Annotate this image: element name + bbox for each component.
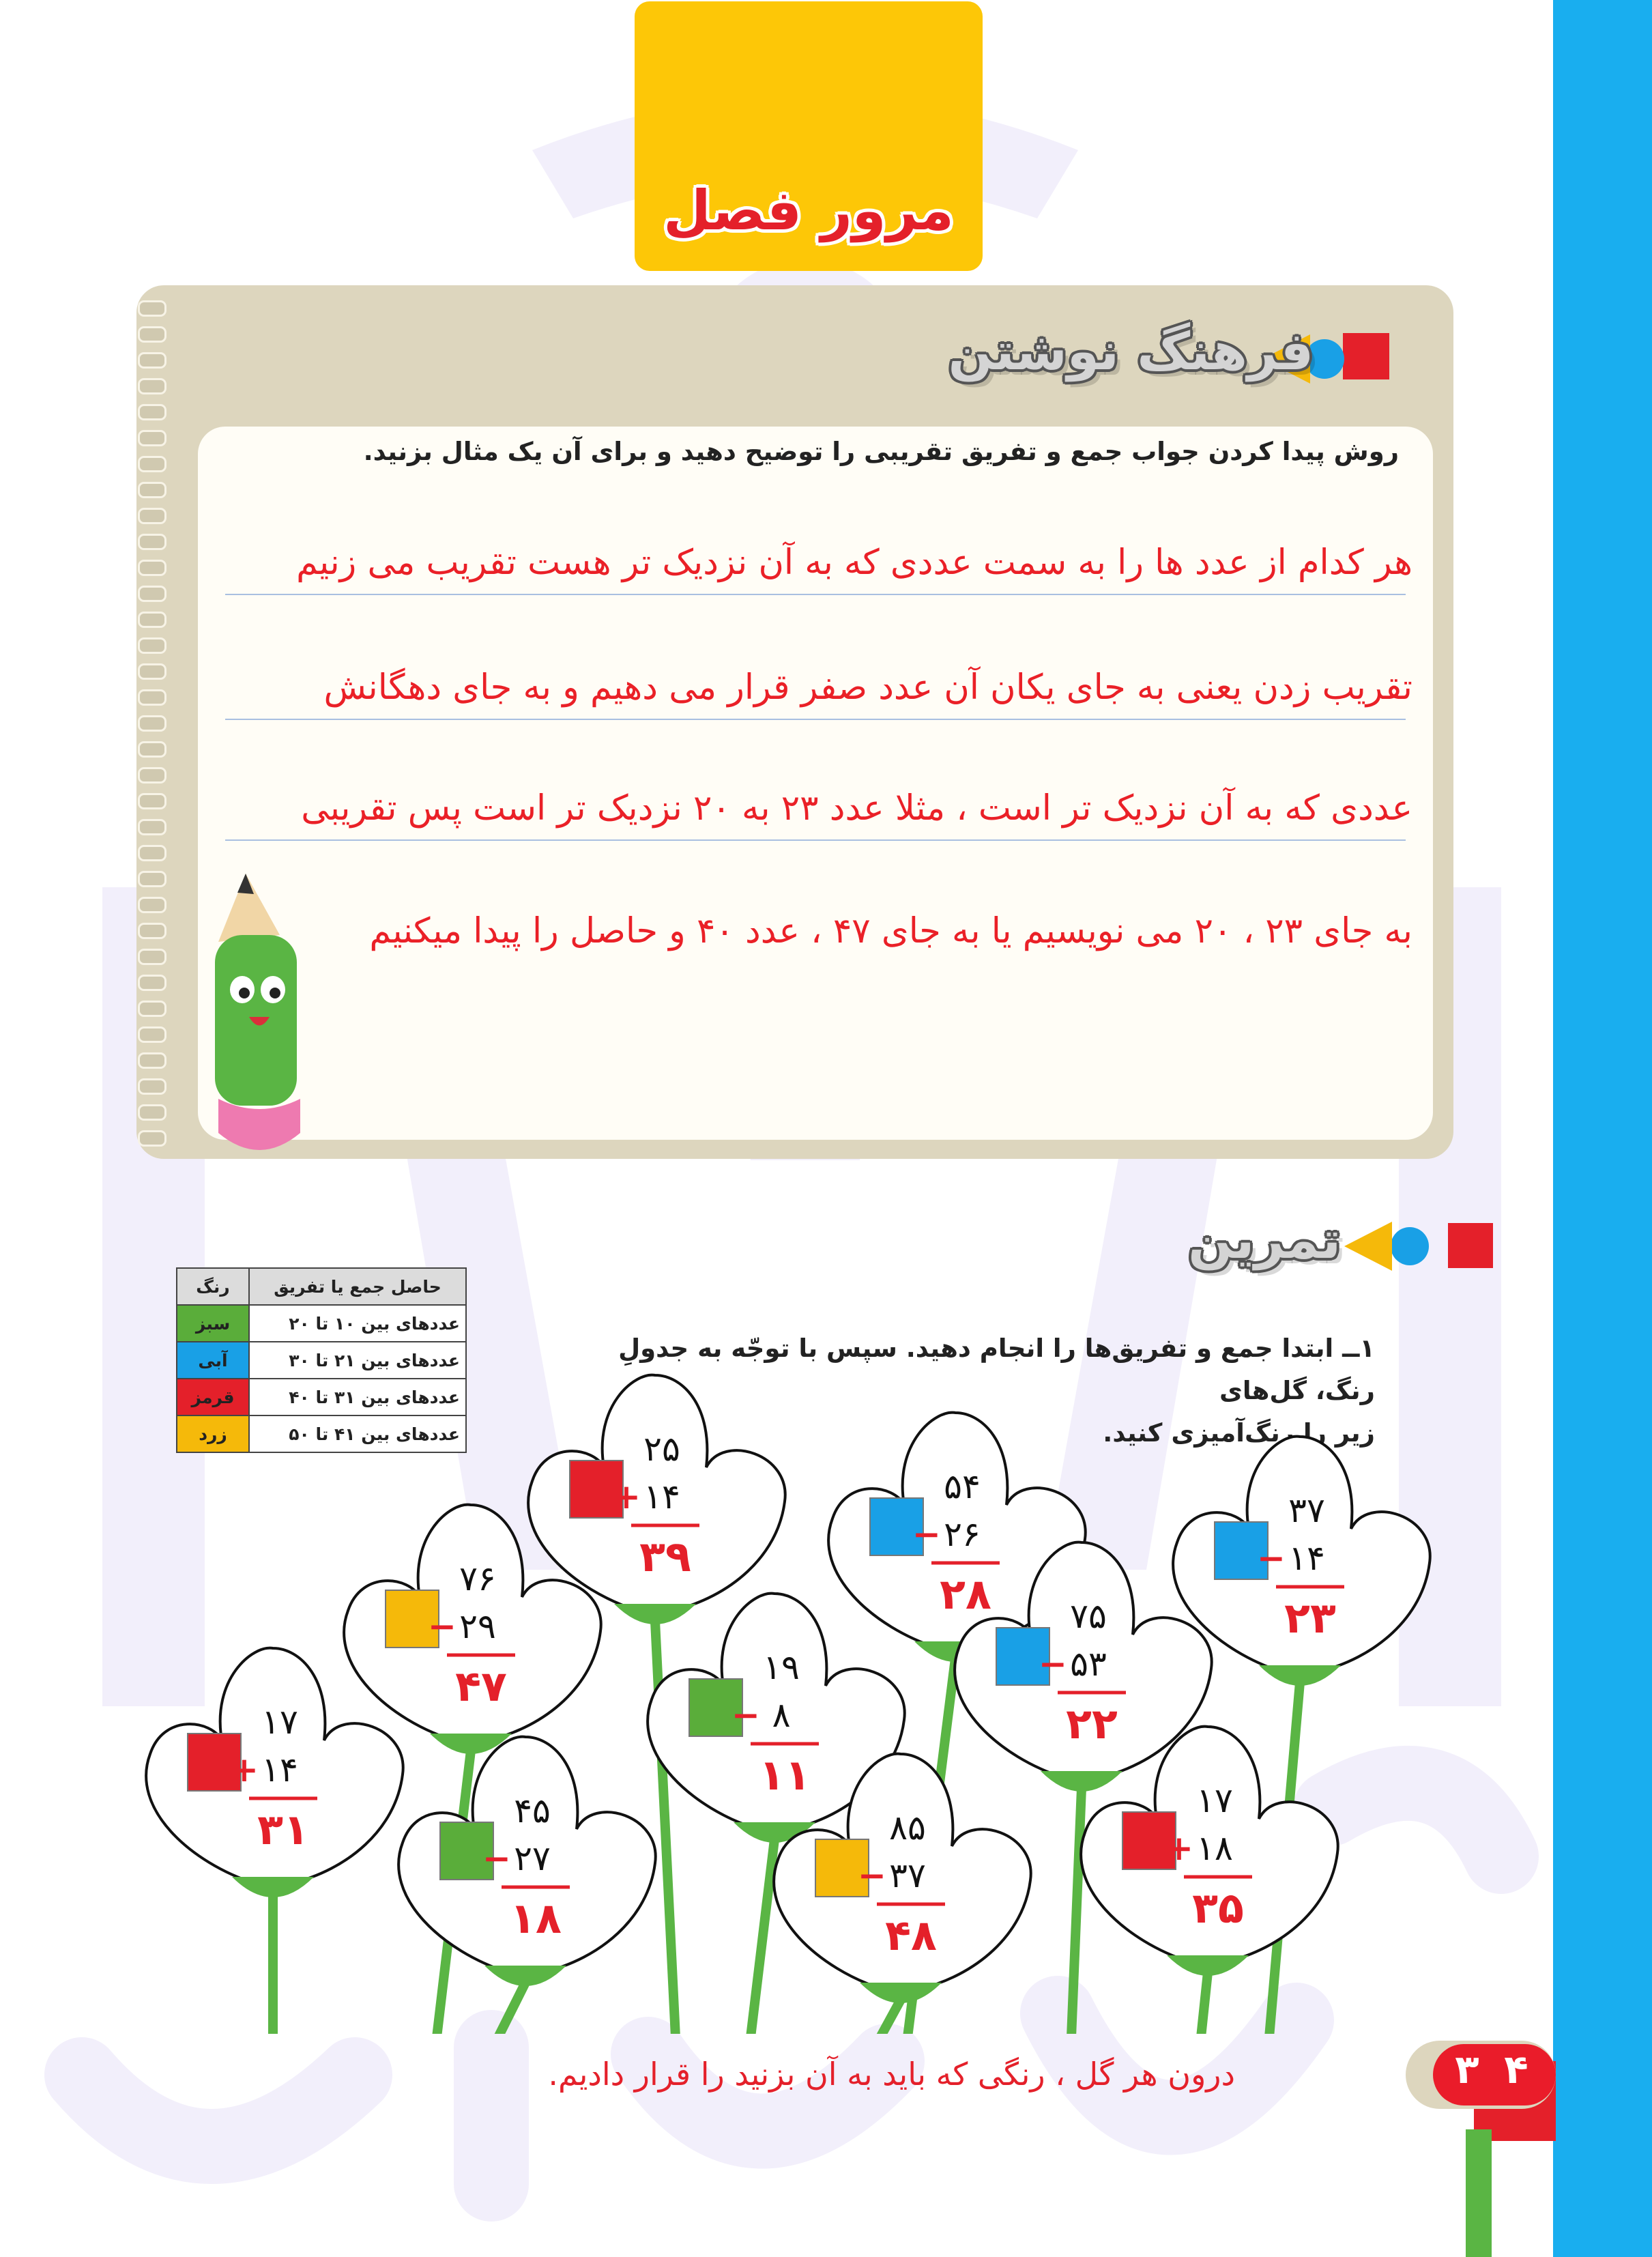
answer-line-1: هر کدام از عدد ها را به سمت عددی که به آن نزدیک تر هست تقریب می زنیم — [296, 543, 1412, 583]
answer-line-4: به جای ۲۳ ، ۲۰ می نویسیم یا به جای ۴۷ ، عدد ۴۰ و حاصل را پیدا میکنیم — [369, 911, 1412, 951]
flowers-illustration — [0, 1331, 1542, 2034]
operator: − — [912, 1514, 941, 1554]
yellow-triangle-icon — [1344, 1222, 1392, 1271]
ring-icon — [138, 482, 166, 498]
top-number: ۵۴ — [944, 1467, 981, 1506]
top-number: ۸۵ — [889, 1808, 926, 1848]
flower-stem — [751, 1839, 774, 2034]
answer-number: ۴۸ — [885, 1910, 937, 1960]
operator: − — [482, 1839, 511, 1878]
flower-sepal — [232, 1877, 314, 1897]
question-text: روش پیدا کردن جواب جمع و تفریق تقریبی را توضیح دهید و برای آن یک مثال بزنید. — [363, 437, 1399, 466]
ring-icon — [138, 300, 166, 317]
ring-icon — [138, 612, 166, 628]
ring-icon — [138, 741, 166, 758]
ring-icon — [138, 1001, 166, 1017]
ring-icon — [138, 715, 166, 732]
operator: + — [1165, 1828, 1193, 1868]
green-stem-decoration — [1466, 2129, 1492, 2257]
flower — [1173, 1437, 1430, 1686]
operator: − — [731, 1695, 760, 1735]
answer-number: ۱۱ — [759, 1750, 811, 1800]
ring-icon — [138, 897, 166, 913]
flower-stem — [1071, 1788, 1082, 2034]
ring-icon — [138, 637, 166, 654]
ring-icon — [138, 1104, 166, 1121]
pencil-mascot-icon — [205, 874, 314, 1160]
ring-icon — [138, 1130, 166, 1147]
ring-icon — [138, 767, 166, 784]
operator: − — [858, 1856, 886, 1895]
bottom-number: ۸ — [772, 1695, 791, 1735]
flower-sepal — [1041, 1771, 1122, 1792]
ring-icon — [138, 923, 166, 939]
operator: + — [230, 1750, 259, 1789]
ring-icon — [138, 793, 166, 809]
color-cell-yellow: زرد — [177, 1415, 249, 1452]
page-title: مرور فصل — [663, 179, 954, 242]
flower-heads — [146, 1375, 1430, 2003]
answer-line-3: عددی که به آن نزدیک تر است ، مثلا عدد ۲۳ به ۲۰ نزدیک تر است پس تقریبی — [301, 788, 1412, 829]
ring-icon — [138, 1052, 166, 1069]
top-number: ۱۷ — [1196, 1781, 1233, 1820]
top-number: ۲۵ — [643, 1429, 680, 1469]
ring-icon — [138, 586, 166, 602]
section-title-exercise: تمرین — [1188, 1209, 1341, 1270]
range-cell: عددهای بین ۴۱ تا ۵۰ — [249, 1415, 466, 1452]
ring-icon — [138, 1026, 166, 1043]
blue-circle-icon — [1391, 1227, 1429, 1265]
rule-line — [225, 839, 1406, 841]
red-square-icon — [1343, 333, 1389, 379]
bottom-number: ۳۷ — [889, 1856, 926, 1895]
ring-icon — [138, 508, 166, 524]
ring-icon — [138, 1078, 166, 1095]
ring-icon — [138, 663, 166, 680]
bottom-number: ۲۷ — [514, 1839, 551, 1878]
answer-number: ۲۳ — [1284, 1593, 1336, 1643]
top-number: ۷۶ — [459, 1559, 496, 1598]
bottom-number: ۱۸ — [1196, 1828, 1233, 1868]
rule-line — [225, 719, 1406, 720]
ring-icon — [138, 560, 166, 576]
color-cell-blue: آبی — [177, 1342, 249, 1379]
ring-icon — [138, 689, 166, 706]
ring-icon — [138, 326, 166, 343]
flower-sepal — [860, 1983, 942, 2003]
bottom-number: ۱۴ — [261, 1750, 298, 1789]
flower-sepal — [1167, 1955, 1249, 1976]
operator: + — [612, 1477, 641, 1516]
footer-note: درون هر گل ، رنگی که باید به آن بزنید را قرار دادیم. — [548, 2056, 1235, 2093]
ring-icon — [138, 819, 166, 835]
flower — [398, 1737, 656, 1986]
top-number: ۴۵ — [514, 1791, 551, 1830]
answer-number: ۳۱ — [257, 1805, 309, 1854]
ring-icon — [138, 975, 166, 991]
ring-icon — [138, 949, 166, 965]
table-header-color: رنگ — [177, 1268, 249, 1305]
range-cell: عددهای بین ۳۱ تا ۴۰ — [249, 1379, 466, 1415]
top-number: ۷۵ — [1070, 1596, 1107, 1636]
flower — [146, 1648, 403, 1897]
top-number: ۱۹ — [763, 1648, 800, 1687]
ring-icon — [138, 378, 166, 394]
rule-line — [225, 594, 1406, 595]
flower-stem — [498, 1983, 525, 2034]
notebook-page — [198, 427, 1433, 1140]
top-number: ۳۷ — [1288, 1491, 1325, 1530]
ring-icon — [138, 352, 166, 369]
answer-number: ۱۸ — [510, 1893, 562, 1943]
ring-icon — [138, 456, 166, 472]
bottom-number: ۱۴ — [643, 1477, 680, 1516]
instruction-line-1: ۱ــ ابتدا جمع و تفریق‌ها را انجام دهید. سپس با توجّه به جدولِ رنگ، گل‌های — [618, 1334, 1375, 1405]
answer-number: ۲۲ — [1066, 1699, 1118, 1749]
answer-number: ۳۹ — [639, 1532, 691, 1581]
ring-icon — [138, 534, 166, 550]
range-cell: عددهای بین ۲۱ تا ۳۰ — [249, 1342, 466, 1379]
ring-icon — [138, 871, 166, 887]
page-number-digit: ۴ — [1504, 2046, 1528, 2093]
bottom-number: ۵۳ — [1070, 1644, 1107, 1684]
flower-stem — [880, 2000, 901, 2034]
answer-number: ۳۵ — [1192, 1883, 1244, 1933]
ring-icon — [138, 404, 166, 420]
side-bar — [1553, 0, 1652, 2257]
table-header-range: حاصل جمع یا تفریق — [249, 1268, 466, 1305]
operator: − — [1039, 1644, 1067, 1684]
bottom-number: ۲۹ — [459, 1607, 496, 1646]
operator: − — [428, 1607, 457, 1646]
answer-line-2: تقریب زدن یعنی به جای یکان آن عدد صفر قرار می دهیم و به جای دهگانش — [323, 667, 1412, 708]
bottom-number: ۲۶ — [944, 1514, 981, 1554]
flower-sepal — [614, 1604, 696, 1624]
section-title-writing: فرهنگ نوشتن — [948, 321, 1314, 382]
instruction-line-2: زیر را رنگ‌آمیزی کنید. — [1103, 1418, 1375, 1448]
operator: − — [1257, 1538, 1286, 1578]
ring-icon — [138, 845, 166, 861]
answer-number: ۴۷ — [455, 1661, 507, 1711]
flower-stem — [1201, 1972, 1208, 2034]
ring-icon — [138, 430, 166, 446]
answer-number: ۲۸ — [940, 1569, 991, 1619]
top-number: ۱۷ — [261, 1702, 298, 1742]
bottom-number: ۱۴ — [1288, 1538, 1325, 1578]
range-cell: عددهای بین ۱۰ تا ۲۰ — [249, 1305, 466, 1342]
color-cell-red: قرمز — [177, 1379, 249, 1415]
page-number-digit: ۳ — [1455, 2046, 1479, 2093]
flower-sepal — [484, 1966, 566, 1986]
flower-sepal — [1259, 1665, 1341, 1686]
color-cell-green: سبز — [177, 1305, 249, 1342]
red-square-icon — [1448, 1223, 1493, 1268]
